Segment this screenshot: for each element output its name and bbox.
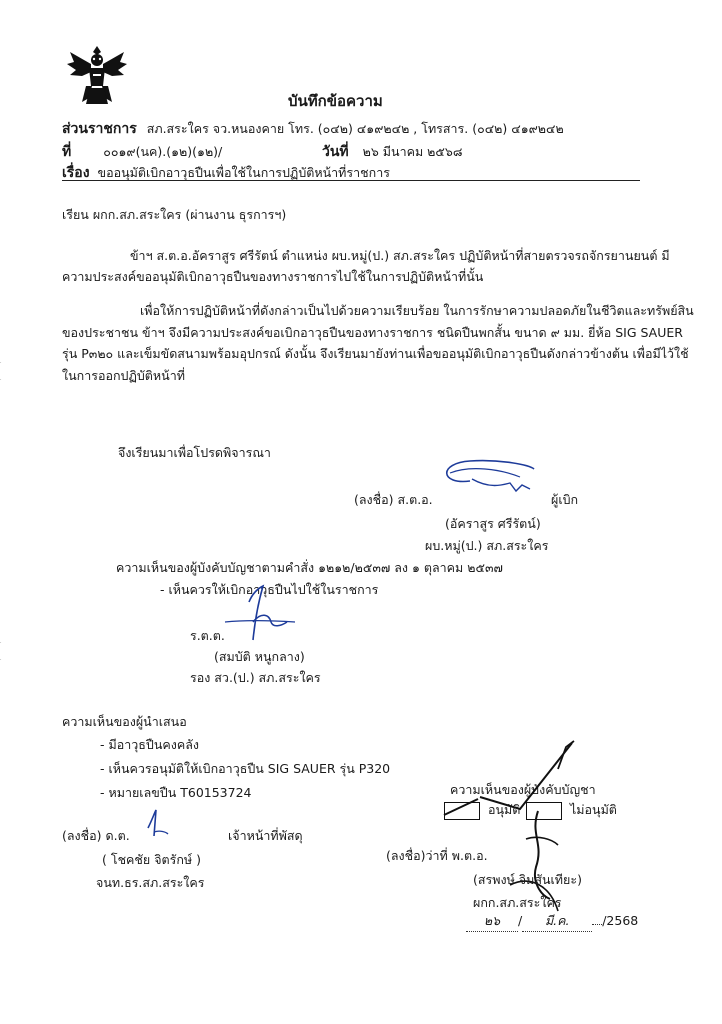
proposer-item-2: - เห็นควรอนุมัติให้เบิกอาวุธปืน SIG SAUER รุ่น P320 (100, 761, 391, 776)
proposer-heading: ความเห็นของผู้นำเสนอ (62, 714, 187, 729)
requester-name: (อัคราสูร ศรีรัตน์) (445, 516, 541, 531)
requester-sign-suffix: ผู้เบิก (551, 492, 579, 507)
ref-line (62, 141, 222, 163)
header-divider (62, 180, 640, 181)
subject-label: เรื่อง (62, 165, 90, 181)
para2-line3: รุ่น P๓๒๐ และเข็มขัดสนามพร้อมอุปกรณ์ ดังนั้น จึงเรียนมายังท่านเพื่อขออนุมัติเบิกอาวุธปืนดังกล่าวข้างต้น เพื่อมีไว้ใช้ (62, 346, 689, 361)
agency-value: สภ.สระใคร จว.หนองคาย โทร. (๐๔๒) ๔๑๙๒๔๒ , โทรสาร. (๐๔๒) ๔๑๙๒๔๒ (146, 121, 564, 136)
approver-date-year: /2568 (602, 913, 639, 928)
proposer-sign-prefix: (ลงชื่อ) ด.ต. (62, 828, 130, 843)
proposer-position: จนท.ธร.สภ.สระใคร (96, 875, 205, 890)
date-line (322, 141, 462, 163)
date-label: วันที่ (322, 144, 349, 160)
commander-item: - เห็นควรให้เบิกอาวุธปืนไปใช้ในราชการ (160, 582, 379, 597)
proposer-sign-suffix: เจ้าหน้าที่พัสดุ (228, 828, 303, 843)
approver-name: (สรพงษ์ จิมสันเทียะ) (473, 872, 582, 887)
agency-line (62, 118, 564, 140)
salutation: เรียน ผกก.สภ.สระใคร (ผ่านงาน ธุรการฯ) (62, 207, 287, 222)
memo-title: บันทึกข้อความ (288, 92, 383, 110)
para1-line2: ความประสงค์ขออนุมัติเบิกอาวุธปืนของทางราชการไปใช้ในการปฏิบัติหน้าที่นั้น (62, 269, 484, 284)
requester-signature-icon (430, 455, 540, 505)
agency-label: ส่วนราชการ (62, 121, 137, 137)
para2-line1: เพื่อให้การปฏิบัติหน้าที่ดังกล่าวเป็นไปด้วยความเรียบร้อย ในการรักษาความปลอดภัยในชีวิตและทรัพย์สิน (140, 303, 694, 318)
para2-line4: ในการออกปฏิบัติหน้าที่ (62, 368, 185, 383)
commander-heading: ความเห็นของผู้บังคับบัญชาตามคำสั่ง ๑๒๑๒/๒๕๓๗ ลง ๑ ตุลาคม ๒๕๓๗ (116, 560, 503, 575)
proposer-item-3: - หมายเลขปืน T60153724 (100, 785, 252, 800)
proposer-signature-icon (138, 808, 178, 840)
proposer-item-1: - มีอาวุธปืนคงคลัง (100, 737, 199, 752)
approve-label: อนุมัติ (487, 802, 521, 817)
reject-label: ไม่อนุมัติ (569, 802, 617, 817)
punch-hole-top (0, 358, 14, 383)
para1-line1: ข้าฯ ส.ต.อ.อัคราสูร ศรีรัตน์ ตำแหน่ง ผบ.หมู่(ป.) สภ.สระใคร ปฏิบัติหน้าที่สายตรวจรถจักรยานยนต์ มี (130, 248, 670, 263)
closing-line: จึงเรียนมาเพื่อโปรดพิจารณา (118, 445, 271, 460)
approver-sign-prefix: (ลงชื่อ)ว่าที่ พ.ต.อ. (386, 848, 488, 863)
approver-date-day: ๒๖ (466, 911, 518, 932)
proposer-name: ( โชคชัย จิตรักษ์ ) (102, 852, 202, 867)
para2-line2: ของประชาชน ข้าฯ จึงมีความประสงค์ขอเบิกอาวุธปืนของทางราชการ ชนิดปืนพกสั้น ขนาด ๙ มม. ยี่ห้อ SIG SAUER (62, 325, 683, 340)
commander-signature-icon (225, 582, 305, 642)
commander-rank: ร.ต.ต. (190, 628, 225, 643)
approver-position: ผกก.สภ.สระใคร (473, 895, 562, 910)
approver-date-year-fill (592, 924, 602, 925)
requester-sign-prefix: (ลงชื่อ) ส.ต.อ. (354, 492, 433, 507)
approver-date-month: มี.ค. (522, 911, 592, 932)
garuda-emblem-icon (64, 42, 130, 110)
requester-position: ผบ.หมู่(ป.) สภ.สระใคร (425, 538, 549, 553)
ref-label: ที่ (62, 144, 72, 160)
ref-value: ๐๐๑๙(นค).(๑๒)(๑๒)/ (103, 144, 223, 159)
commander-name: (สมบัติ หนูกลาง) (214, 649, 305, 664)
commander-position: รอง สว.(ป.) สภ.สระใคร (190, 670, 321, 685)
subject-value: ขออนุมัติเบิกอาวุธปืนเพื่อใช้ในการปฏิบัติหน้าที่ราชการ (97, 165, 390, 180)
approver-heading: ความเห็นของผู้บังคับบัญชา (450, 782, 596, 797)
punch-hole-bottom (0, 638, 14, 663)
date-value: ๒๖ มีนาคม ๒๕๖๘ (362, 144, 463, 159)
approver-date: ๒๖ / มี.ค. /2568 (466, 911, 638, 932)
